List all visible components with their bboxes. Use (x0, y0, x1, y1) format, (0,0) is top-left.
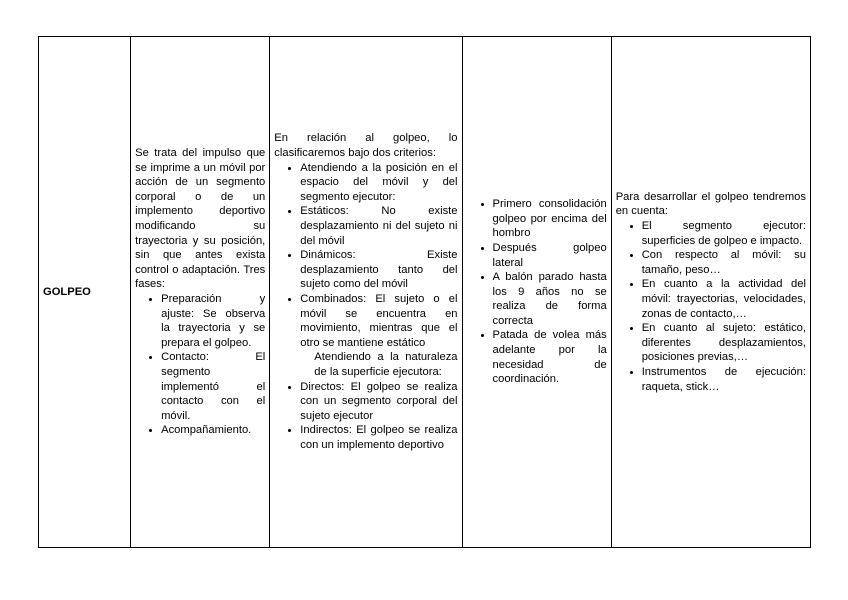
list-item: • Después golpeo lateral (493, 241, 607, 270)
list-item: • Preparación y ajuste: Se observa la trayectoria y se prepara el golpeo. (161, 292, 265, 350)
phases-list (135, 292, 265, 438)
criteria-list-b (274, 380, 457, 453)
list-item: • En cuanto al sujeto: estático, diferentes desplazamientos, posiciones previas,… (642, 321, 806, 365)
list-item: • Contacto: El segmento implementó el contacto con el móvil. (161, 350, 265, 423)
list-item: • Indirectos: El golpeo se realiza con un implemento deportivo (300, 423, 457, 452)
criteria-list-a (274, 161, 457, 351)
progression-cell (462, 37, 611, 548)
list-item: • Atendiendo a la posición en el espacio del móvil y del segmento ejecutor: (300, 161, 457, 205)
list-item: • Estáticos: No existe desplazamiento ni del sujeto ni del móvil (300, 204, 457, 248)
list-item: • Patada de volea más adelante por la necesidad de coordinación. (493, 328, 607, 386)
list-item: • En cuanto a la actividad del móvil: trayectorias, velocidades, zonas de contacto,… (642, 277, 806, 321)
considerations-cell (611, 37, 810, 548)
considerations-list (616, 219, 806, 394)
list-item: • Primero consolidación golpeo por encima del hombro (493, 197, 607, 241)
definition-text: Se trata del impulso que se imprime a un móvil por acción de un segmento corporal o de un implemento deportivo modificando su trayectoria y su posición, sin que antes exista control o adaptación. Tres fases: (135, 147, 266, 291)
list-item: • Combinados: El sujeto o el móvil se encuentra en movimiento, mientras que el otro se mantiene estático (300, 292, 457, 350)
row-label: GOLPEO (43, 285, 91, 298)
list-item: • A balón parado hasta los 9 años no se realiza de forma correcta (493, 270, 607, 328)
list-item: • Directos: El golpeo se realiza con un segmento corporal del sujeto ejecutor (300, 380, 457, 424)
classification-intro: En relación al golpeo, lo clasificaremos bajo dos criterios: (274, 132, 458, 160)
definition-cell (131, 37, 270, 548)
table-row (39, 37, 811, 548)
list-item: • Instrumentos de ejecución: raqueta, stick… (642, 365, 806, 394)
row-label-cell (39, 37, 131, 548)
list-item: • Con respecto al móvil: su tamaño, peso… (642, 248, 806, 277)
list-item: • Acompañamiento. (161, 423, 265, 438)
considerations-intro: Para desarrollar el golpeo tendremos en cuenta: (615, 190, 806, 218)
criteria-subheading: Atendiendo a la naturaleza de la superficie ejecutora: (314, 351, 458, 378)
list-item: • Dinámicos: Existe desplazamiento tanto del sujeto como del móvil (300, 248, 457, 292)
list-item: • El segmento ejecutor: superficies de golpeo e impacto. (642, 219, 806, 248)
classification-cell (270, 37, 462, 548)
progression-list (467, 197, 607, 387)
content-table (38, 36, 811, 548)
